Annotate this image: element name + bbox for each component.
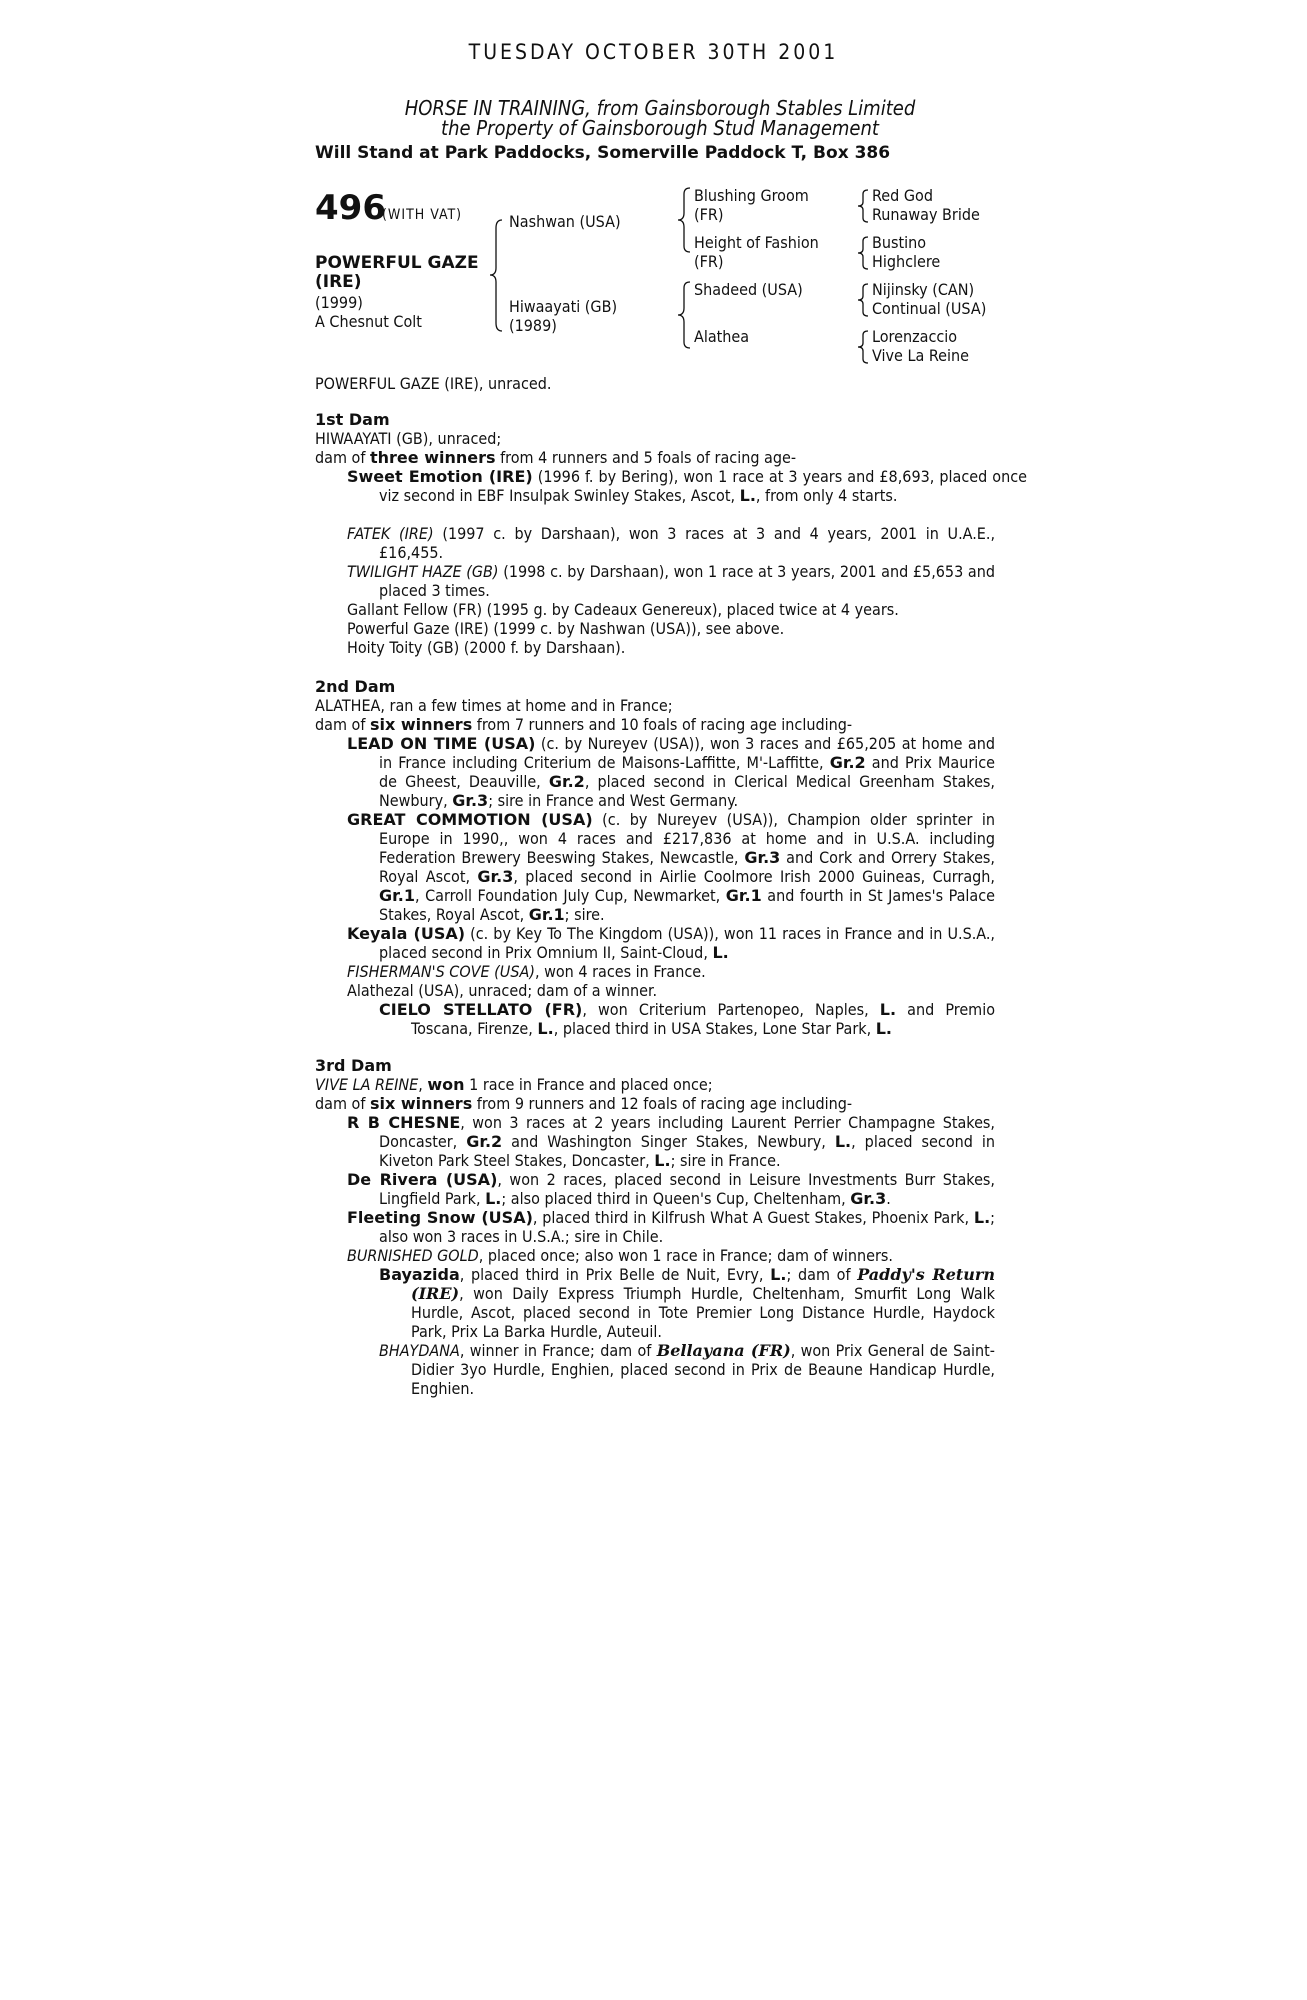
- horse-name: POWERFUL GAZE (IRE): [315, 253, 479, 292]
- third-dam-intro: VIVE LA REINE, won 1 race in France and placed once;: [315, 1075, 713, 1094]
- pedigree-brace-g3: [856, 282, 872, 318]
- pedigree-g4: Highclere: [872, 252, 941, 271]
- pedigree-brace-g2: [856, 235, 872, 271]
- second-dam-entry-4: FISHERMAN'S COVE (USA), won 4 races in France.: [347, 962, 706, 981]
- pedigree-dam-dam: Alathea: [694, 327, 750, 346]
- first-dam-intro: HIWAAYATI (GB), unraced;: [315, 429, 502, 448]
- second-dam-intro: ALATHEA, ran a few times at home and in France;: [315, 696, 673, 715]
- pedigree-brace-dam: [676, 280, 696, 350]
- first-dam-entry-4: Gallant Fellow (FR) (1995 g. by Cadeaux Genereux), placed twice at 4 years.: [347, 600, 899, 619]
- second-dam-entry-5: Alathezal (USA), unraced; dam of a winner.: [347, 981, 658, 1000]
- pedigree-g2: Runaway Bride: [872, 205, 980, 224]
- third-dam-entry-4: BURNISHED GOLD, placed once; also won 1 race in France; dam of winners.: [347, 1246, 893, 1265]
- first-dam-entry-3: TWILIGHT HAZE (GB) (1998 c. by Darshaan), won 1 race at 3 years, 2001 and £5,653 and placed 3 times.: [347, 562, 996, 600]
- second-dam-entry-6: CIELO STELLATO (FR), won Criterium Partenopeo, Naples, L. and Premio Toscana, Firenze, L., placed third in USA Stakes, Lone Star Park, L.: [379, 1000, 996, 1038]
- consignment-title: [300, 98, 1020, 138]
- third-dam-heading: 3rd Dam: [315, 1056, 392, 1075]
- pedigree-brace-main: [488, 218, 508, 333]
- pedigree-dam: Hiwaayati (GB) (1989): [509, 297, 618, 335]
- pedigree-g3: Bustino: [872, 233, 927, 252]
- pedigree-g1: Red God: [872, 186, 933, 205]
- horse-description: A Chesnut Colt: [315, 312, 422, 331]
- second-dam-stats: dam of six winners from 7 runners and 10 foals of racing age including-: [315, 715, 853, 734]
- first-dam-entry-5: Powerful Gaze (IRE) (1999 c. by Nashwan (USA)), see above.: [347, 619, 785, 638]
- first-dam-entry-2: FATEK (IRE) (1997 c. by Darshaan), won 3 races at 3 and 4 years, 2001 in U.A.E., £16,455.: [347, 524, 996, 562]
- pedigree-g5: Nijinsky (CAN): [872, 280, 975, 299]
- first-dam-entry-6: Hoity Toity (GB) (2000 f. by Darshaan).: [347, 638, 626, 657]
- third-dam-entry-1: R B CHESNE, won 3 races at 2 years including Laurent Perrier Champagne Stakes, Doncaster, Gr.2 and Washington Singer Stakes, Newbury, L., placed second in Kiveton Park Steel Stakes, Doncaster, L.; sire in France.: [347, 1113, 996, 1170]
- second-dam-entry-1: LEAD ON TIME (USA) (c. by Nureyev (USA)), won 3 races and £65,205 at home and in France including Criterium de Maisons-Laffitte, M'-Laffitte, Gr.2 and Prix Maurice de Gheest, Deauville, Gr.2, placed second in Clerical Medical Greenham Stakes, Newbury, Gr.3; sire in France and West Germany.: [347, 734, 996, 810]
- first-dam-stats: dam of three winners from 4 runners and 5 foals of racing age-: [315, 448, 797, 467]
- second-dam-heading: 2nd Dam: [315, 677, 396, 696]
- title-line-1: HORSE IN TRAINING, from Gainsborough Stables Limited: [404, 96, 916, 120]
- pedigree-brace-sire: [676, 186, 696, 254]
- lot-number: 496: [315, 188, 386, 228]
- second-dam-entry-3: Keyala (USA) (c. by Key To The Kingdom (USA)), won 11 races in France and in U.S.A., placed second in Prix Omnium II, Saint-Cloud, L.: [347, 924, 995, 962]
- horse-year: (1999): [315, 293, 363, 312]
- third-dam-entry-5: Bayazida, placed third in Prix Belle de Nuit, Evry, L.; dam of Paddy's Return (IRE), won Daily Express Triumph Hurdle, Cheltenham, Smurfit Long Walk Hurdle, Ascot, placed second in Tote Premier Long Distance Hurdle, Haydock Park, Prix La Barka Hurdle, Auteuil.: [379, 1265, 995, 1341]
- pedigree-g6: Continual (USA): [872, 299, 987, 318]
- stand-location: Will Stand at Park Paddocks, Somerville Paddock T, Box 386: [315, 143, 891, 163]
- second-dam-entry-2: GREAT COMMOTION (USA) (c. by Nureyev (USA)), Champion older sprinter in Europe in 1990,, won 4 races and £217,836 at home and in U.S.A. including Federation Brewery Beeswing Stakes, Newcastle, Gr.3 and Cork and Orrery Stakes, Royal Ascot, Gr.3, placed second in Airlie Coolmore Irish 2000 Guineas, Curragh, Gr.1, Carroll Foundation July Cup, Newmarket, Gr.1 and fourth in St James's Palace Stakes, Royal Ascot, Gr.1; sire.: [347, 810, 995, 924]
- title-line-2: the Property of Gainsborough Stud Management: [441, 116, 879, 140]
- pedigree-dam-sire: Shadeed (USA): [694, 280, 803, 299]
- third-dam-stats: dam of six winners from 9 runners and 12 foals of racing age including-: [315, 1094, 853, 1113]
- first-dam-heading: 1st Dam: [315, 410, 390, 429]
- sale-date: TUESDAY OCTOBER 30TH 2001: [468, 40, 839, 64]
- race-record: POWERFUL GAZE (IRE), unraced.: [315, 374, 552, 393]
- third-dam-entry-2: De Rivera (USA), won 2 races, placed second in Leisure Investments Burr Stakes, Lingfield Park, L.; also placed third in Queen's Cup, Cheltenham, Gr.3.: [347, 1170, 995, 1208]
- pedigree-sire-sire: Blushing Groom (FR): [694, 186, 809, 224]
- pedigree-sire-dam: Height of Fashion (FR): [694, 233, 819, 271]
- first-dam-entry-1: Sweet Emotion (IRE) (1996 f. by Bering), won 1 race at 3 years and £8,693, placed once viz second in EBF Insulpak Swinley Stakes, Ascot, L., from only 4 starts.: [347, 467, 1027, 505]
- pedigree-g8: Vive La Reine: [872, 346, 969, 365]
- pedigree-brace-g4: [856, 329, 872, 365]
- pedigree-sire: Nashwan (USA): [509, 212, 621, 231]
- pedigree-g7: Lorenzaccio: [872, 327, 958, 346]
- third-dam-entry-3: Fleeting Snow (USA), placed third in Kilfrush What A Guest Stakes, Phoenix Park, L.; also won 3 races in U.S.A.; sire in Chile.: [347, 1208, 996, 1246]
- vat-note: (WITH VAT): [382, 207, 463, 223]
- third-dam-entry-6: BHAYDANA, winner in France; dam of Bellayana (FR), won Prix General de Saint-Didier 3yo Hurdle, Enghien, placed second in Prix de Beaune Handicap Hurdle, Enghien.: [379, 1341, 995, 1398]
- pedigree-brace-g1: [856, 188, 872, 224]
